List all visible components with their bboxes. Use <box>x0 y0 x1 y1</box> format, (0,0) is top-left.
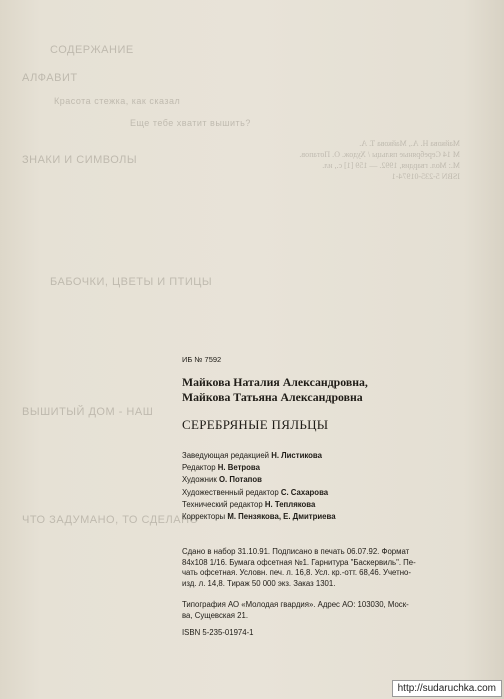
credit-role: Редактор <box>182 463 216 473</box>
credit-line <box>182 450 482 462</box>
credit-line <box>182 462 482 474</box>
credit-role: Художественный редактор <box>182 487 279 497</box>
printer-info <box>182 600 482 621</box>
credit-role: Заведующая редакцией <box>182 451 270 460</box>
isbn: ISBN 5-235-01974-1 <box>182 628 254 638</box>
authors <box>182 375 482 405</box>
credit-name: Н. Ветрова <box>217 463 260 473</box>
mirrored-line: М 14 Серебряные пяльцы / Худож. О. Потапов. <box>299 150 460 159</box>
author-name: Майкова Наталия Александровна, <box>182 375 368 389</box>
credit-name: О. Потапов <box>218 475 262 485</box>
technical-line: изд. л. 14,8. Тираж 50 000 экз. Заказ 1301. <box>182 578 336 588</box>
technical-line: Сдано в набор 31.10.91. Подписано в печать 06.07.92. Формат <box>182 547 410 557</box>
bleed-through-text: БАБОЧКИ, ЦВЕТЫ И ПТИЦЫ <box>50 276 213 288</box>
credits-list <box>182 450 482 523</box>
technical-line: чать офсетная. Условн. печ. л. 16,8. Усл. кр.-отт. 68,46. Учетно- <box>182 568 411 578</box>
ib-number: ИБ № 7592 <box>182 355 222 364</box>
bleed-through-text: ЗНАКИ И СИМВОЛЫ <box>22 154 138 166</box>
credit-role: Технический редактор <box>182 499 263 509</box>
credit-line <box>182 499 482 511</box>
credit-name: Н. Листикова <box>271 451 322 460</box>
mirrored-line: М.: Мол. гвардия, 1992. — 159 [1] с., ил. <box>322 161 460 170</box>
credit-role: Художник <box>182 475 217 485</box>
bleed-through-text: АЛФАВИТ <box>22 72 78 84</box>
credit-line <box>182 511 482 523</box>
credit-role: Корректоры <box>182 512 226 522</box>
bleed-through-text: ЧТО ЗАДУМАНО, ТО СДЕЛАНО <box>22 514 199 526</box>
bleed-through-text: ВЫШИТЫЙ ДОМ - НАШ <box>22 406 154 418</box>
book-title: СЕРЕБРЯНЫЕ ПЯЛЬЦЫ <box>182 417 329 432</box>
author-name: Майкова Татьяна Александровна <box>182 390 363 404</box>
technical-data <box>182 547 482 589</box>
credit-name: С. Сахарова <box>280 487 329 497</box>
imprint-block <box>182 355 482 637</box>
bleed-through-text: Еще тебе хватит вышить? <box>130 118 251 128</box>
printer-line: Типография АО «Молодая гвардия». Адрес АО: 103030, Моск- <box>182 600 409 610</box>
mirrored-line: Майкова Н. А., Майкова Т. А. <box>359 139 460 148</box>
bleed-through-text: СОДЕРЖАНИЕ <box>50 44 134 56</box>
credit-name: Н. Теплякова <box>264 499 316 509</box>
technical-line: 84х108 1/16. Бумага офсетная №1. Гарнитура "Баскервиль". Пе- <box>182 557 416 567</box>
site-watermark: http://sudaruchka.com <box>392 680 502 697</box>
credit-line <box>182 474 482 486</box>
credit-name: М. Пензякова, Е. Дмитриева <box>227 512 336 522</box>
printer-line: ва, Сущевская 21. <box>182 610 249 620</box>
bleed-through-text: Красота стежка, как сказал <box>54 96 181 106</box>
credit-line <box>182 487 482 499</box>
mirrored-bleed-through <box>230 138 460 182</box>
mirrored-line: ISBN 5-235-01974-1 <box>391 172 460 181</box>
